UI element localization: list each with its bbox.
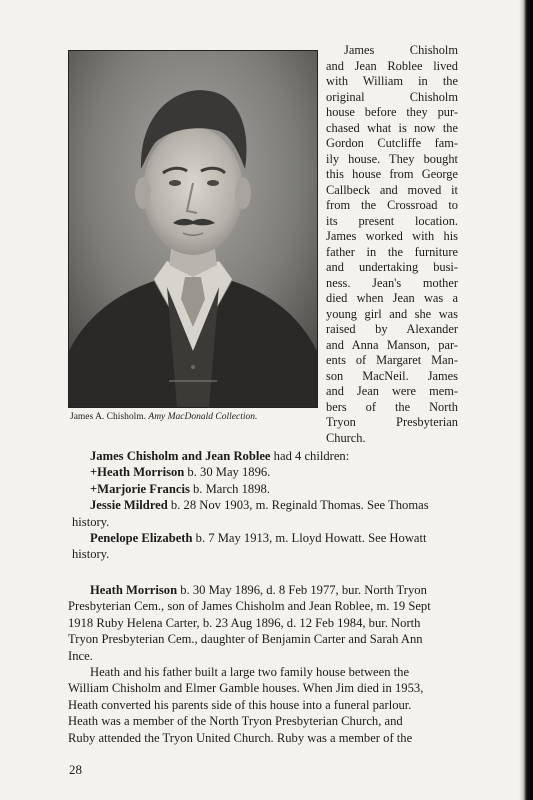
list-item: [90, 481, 470, 497]
heath-morrison-entry: [68, 582, 462, 746]
paragraph-line: William Chisholm and Elmer Gamble houses. When Jim died in 1953,: [68, 681, 424, 696]
page-number: 28: [69, 762, 82, 777]
side-line: Church.: [326, 430, 366, 445]
list-item-continuation: history.: [72, 514, 110, 529]
side-line: ness. Jean's mother: [326, 275, 458, 290]
paragraph-line: Ruby attended the Tryon United Church. Ruby was a member of the: [68, 730, 413, 745]
side-line: ents of Margaret Man-: [326, 353, 458, 367]
children-list: [72, 448, 470, 563]
portrait-photo: [68, 50, 318, 408]
child-name: Penelope Elizabeth: [90, 531, 193, 546]
heading-rest: had 4 children:: [270, 449, 350, 463]
caption-credit: Amy MacDonald Collection.: [148, 412, 258, 422]
child-name: Jessie Mildred: [90, 498, 168, 513]
side-line: young girl and she was: [326, 306, 458, 321]
paragraph-line: Heath converted his parents side of this house into a funeral parlour.: [68, 697, 412, 712]
entry-name: Heath Morrison: [90, 583, 178, 597]
side-line: Tryon Presbyterian: [326, 415, 458, 429]
side-line: raised by Alexander: [326, 322, 458, 336]
side-column-text: [326, 43, 458, 446]
entry-line: Presbyterian Cem., son of James Chisholm and Jean Roblee, m. 19 Sept: [68, 599, 431, 614]
side-line: and Anna Manson, par-: [326, 337, 458, 352]
side-line: chased what is now the: [326, 120, 458, 135]
side-line: son MacNeil. James: [326, 368, 458, 383]
portrait-image: [69, 51, 317, 407]
side-line: from the Crossroad to: [326, 198, 458, 212]
child-detail: b. 30 May 1896.: [184, 465, 271, 480]
entry-first-line: b. 30 May 1896, d. 8 Feb 1977, bur. North Tryon: [177, 583, 427, 597]
side-line: and Jean Roblee lived: [326, 58, 458, 73]
side-line: and Jean were mem-: [326, 384, 458, 398]
side-line: this house from George: [326, 167, 458, 181]
child-detail: b. 7 May 1913, m. Lloyd Howatt. See Howatt: [192, 531, 427, 546]
paragraph-line: Heath was a member of the North Tryon Presbyterian Church, and: [68, 714, 403, 729]
parents-names: James Chisholm and Jean Roblee: [90, 449, 271, 463]
children-heading: [90, 448, 470, 464]
photo-caption: [70, 412, 320, 422]
side-line: died when Jean was a: [326, 291, 458, 305]
list-item: [90, 497, 470, 513]
side-line: with William in the: [326, 74, 458, 88]
caption-name: James A. Chisholm.: [70, 412, 147, 422]
entry-line: [68, 582, 462, 598]
page-edge-shadow: [519, 0, 533, 800]
child-detail: b. March 1898.: [189, 481, 270, 496]
side-line: father in the furniture: [326, 244, 458, 259]
entry-line: 1918 Ruby Helena Carter, b. 23 Aug 1896, d. 12 Feb 1984, bur. North: [68, 615, 421, 630]
side-line: bers of the North: [326, 399, 458, 414]
child-name: +Heath Morrison: [90, 465, 185, 480]
side-line: its present location.: [326, 213, 458, 228]
paragraph-line: Heath and his father built a large two family house between the: [90, 664, 410, 679]
side-line: house before they pur-: [326, 105, 458, 119]
side-line: ily house. They bought: [326, 151, 458, 166]
entry-line: Ince.: [68, 648, 93, 663]
side-line: James Chisholm: [344, 43, 458, 57]
child-name: +Marjorie Francis: [90, 481, 190, 496]
side-line: James worked with his: [326, 229, 458, 243]
side-line: Gordon Cutcliffe fam-: [326, 136, 458, 150]
entry-line: Tryon Presbyterian Cem., daughter of Benjamin Carter and Sarah Ann: [68, 632, 423, 647]
child-detail: b. 28 Nov 1903, m. Reginald Thomas. See Thomas: [167, 498, 429, 513]
list-item-continuation: history.: [72, 547, 110, 562]
side-line: and undertaking busi-: [326, 260, 458, 274]
list-item: [90, 530, 470, 546]
side-line: original Chisholm: [326, 89, 458, 104]
list-item: [90, 464, 470, 480]
side-line: Callbeck and moved it: [326, 182, 458, 197]
